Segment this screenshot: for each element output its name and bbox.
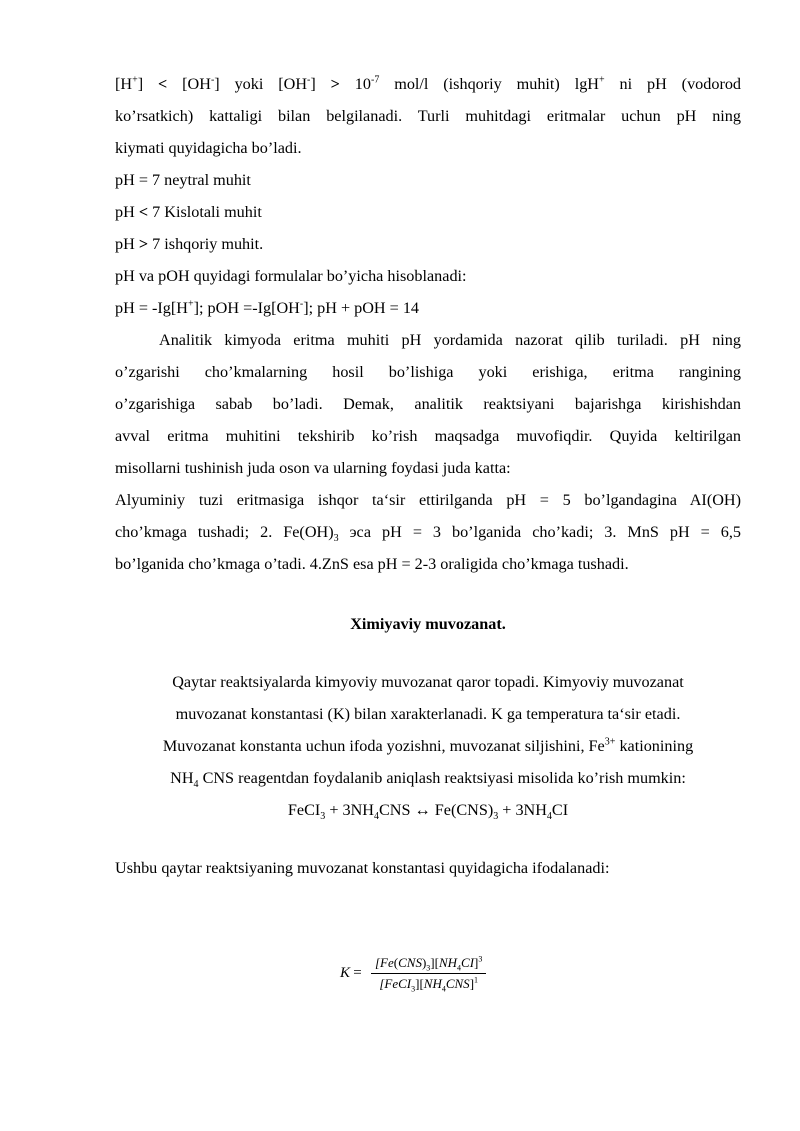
constant-symbol: K xyxy=(340,965,351,981)
fraction-denominator xyxy=(371,974,486,992)
ph-neutral-line: pH = 7 neytral muhit xyxy=(115,171,251,189)
superscript: + xyxy=(187,298,194,310)
paragraph-3-line-3: bo’lganida cho’kmaga o’tadi. 4.ZnS esa pH = 2-3 oraligida cho’kmaga tushadi. xyxy=(115,555,629,573)
text-run: Fe xyxy=(380,955,394,970)
text-run: NH xyxy=(423,976,442,991)
reaction-equation xyxy=(115,794,741,826)
text-run: 10 xyxy=(339,75,371,93)
superscript: + xyxy=(132,74,138,86)
equilibrium-arrow-icon: ↔ xyxy=(414,801,431,819)
text-run: [ xyxy=(374,955,381,970)
text-run: CNS reagentdan foydalanib aniqlash reaktsiyasi misolida ko’rish mumkin: xyxy=(198,769,686,787)
paragraph-2-line-2: o’zgarishi cho’kmalarning hosil bo’lishiga yoki erishiga, eritma rangining xyxy=(115,363,741,381)
text-run: ] xyxy=(310,75,331,93)
text-run: Muvozanat konstanta uchun ifoda yozishni, muvozanat siljishini, Fe xyxy=(162,737,605,755)
subscript: 3 xyxy=(333,533,339,545)
text-run: эса pH = 3 bo’lganida cho’kadi; 3. MnS pH = 6,5 xyxy=(338,523,741,541)
ph-base-line xyxy=(115,228,741,260)
superscript: - xyxy=(210,74,215,86)
superscript: 3+ xyxy=(604,736,616,748)
text-run: ][ xyxy=(430,955,439,970)
subscript: 4 xyxy=(441,984,446,994)
text-run: ] xyxy=(469,976,475,991)
text-run: [ xyxy=(379,976,385,991)
fraction-numerator xyxy=(371,955,486,974)
text-run: ni pH (vodorod xyxy=(604,75,742,93)
paragraph-1-line-2: ko’rsatkich) kattaligi bilan belgilanadi. Turli muhitdagi eritmalar uchun pH ning xyxy=(115,107,741,125)
subscript: 3 xyxy=(320,811,326,823)
text-run: + 3NH xyxy=(498,801,547,819)
paragraph-4-line-1: Qaytar reaktsiyalarda kimyoviy muvozanat qaror topadi. Kimyoviy muvozanat xyxy=(172,673,684,691)
text-run: pH xyxy=(115,235,139,253)
paragraph-5: Ushbu qaytar reaktsiyaning muvozanat konstantasi quyidagicha ifodalanadi: xyxy=(115,859,610,877)
text-run: CI xyxy=(551,801,569,819)
paragraph-3-line-1: Alyuminiy tuzi eritmasiga ishqor ta‘sir ettirilganda pH = 5 bo’lgandagina AI(OH) xyxy=(115,491,741,509)
text-run: NH xyxy=(438,955,458,970)
text-run: FeCI xyxy=(384,976,412,991)
text-run: CNS xyxy=(378,801,411,819)
equilibrium-constant-formula xyxy=(340,955,486,992)
text-run: Fe(CNS) xyxy=(430,801,494,819)
paragraph-2-line-5: misollarni tushinish juda oson va ularning foydasi juda katta: xyxy=(115,459,511,477)
paragraph-4-line-4 xyxy=(115,762,741,794)
text-run: CNS xyxy=(398,955,422,970)
subscript: 4 xyxy=(546,811,552,823)
text-run: [H xyxy=(115,75,133,93)
subscript: 3 xyxy=(411,984,416,994)
ph-acid-line xyxy=(115,196,741,228)
spacer xyxy=(115,640,741,666)
superscript: -7 xyxy=(370,74,380,86)
superscript: + xyxy=(598,74,605,86)
text-run: ]; pH + pOH = 14 xyxy=(303,299,420,317)
text-run: NH xyxy=(170,769,194,787)
superscript: 1 xyxy=(474,975,479,985)
subscript: 3 xyxy=(493,811,499,823)
subscript: 4 xyxy=(457,963,462,973)
text-run: ][ xyxy=(415,976,424,991)
greater-than-sign: > xyxy=(330,75,340,93)
ph-formula-line xyxy=(115,292,741,324)
text-run: ] yoki [OH xyxy=(214,75,308,93)
superscript: 3 xyxy=(478,954,483,964)
document-page xyxy=(115,68,741,884)
equals-sign: = xyxy=(353,965,362,981)
superscript: - xyxy=(299,298,304,310)
paragraph-2-line-4: avval eritma muhitini tekshirib ko’rish maqsadga muvofiqdir. Quyida keltirilgan xyxy=(115,427,741,445)
section-heading: Ximiyaviy muvozanat. xyxy=(350,615,506,633)
text-run: + 3NH xyxy=(325,801,374,819)
text-run: ( xyxy=(393,955,399,970)
text-run: 7 Kislotali muhit xyxy=(148,203,262,221)
text-run: 7 ishqoriy muhit. xyxy=(148,235,264,253)
spacer xyxy=(115,826,741,852)
text-run: ] xyxy=(474,955,479,970)
text-run: pH = -Ig[H xyxy=(115,299,188,317)
paragraph-2-line-1: Analitik kimyoda eritma muhiti pH yordamida nazorat qilib turiladi. pH ning xyxy=(159,331,741,349)
formula-intro: pH va pOH quyidagi formulalar bo’yicha hisoblanadi: xyxy=(115,267,467,285)
paragraph-2-line-3: o’zgarishiga sabab bo’ladi. Demak, analitik reaktsiyani bajarishga kirishishdan xyxy=(115,395,741,413)
less-than-sign: < xyxy=(158,75,168,93)
paragraph-4-line-3 xyxy=(115,730,741,762)
subscript: 4 xyxy=(193,779,199,791)
paragraph-1-line-1 xyxy=(115,68,741,100)
greater-than-sign: > xyxy=(138,235,149,253)
superscript: - xyxy=(307,74,311,86)
subscript: 3 xyxy=(426,963,431,973)
text-run: mol/l (ishqoriy muhit) lgH xyxy=(379,75,599,93)
paragraph-4-line-2: muvozanat konstantasi (K) bilan xarakterlanadi. K ga temperatura ta‘sir etadi. xyxy=(175,705,681,723)
text-run: kationining xyxy=(615,737,694,755)
text-run: [OH xyxy=(167,75,211,93)
text-run: ) xyxy=(421,955,427,970)
text-run: cho’kmaga tushadi; 2. Fe(OH) xyxy=(115,523,334,541)
fraction xyxy=(371,955,486,992)
paragraph-3-line-2 xyxy=(115,516,741,548)
paragraph-1-line-3: kiymati quyidagicha bo’ladi. xyxy=(115,139,302,157)
text-run: CI xyxy=(461,955,475,970)
spacer xyxy=(115,580,741,608)
text-run: pH xyxy=(115,203,139,221)
text-run: ] xyxy=(137,75,159,93)
text-run: ]; pOH =-Ig[OH xyxy=(193,299,300,317)
less-than-sign: < xyxy=(138,203,149,221)
text-run: CNS xyxy=(445,976,470,991)
subscript: 4 xyxy=(373,811,379,823)
text-run: FeCI xyxy=(287,801,321,819)
